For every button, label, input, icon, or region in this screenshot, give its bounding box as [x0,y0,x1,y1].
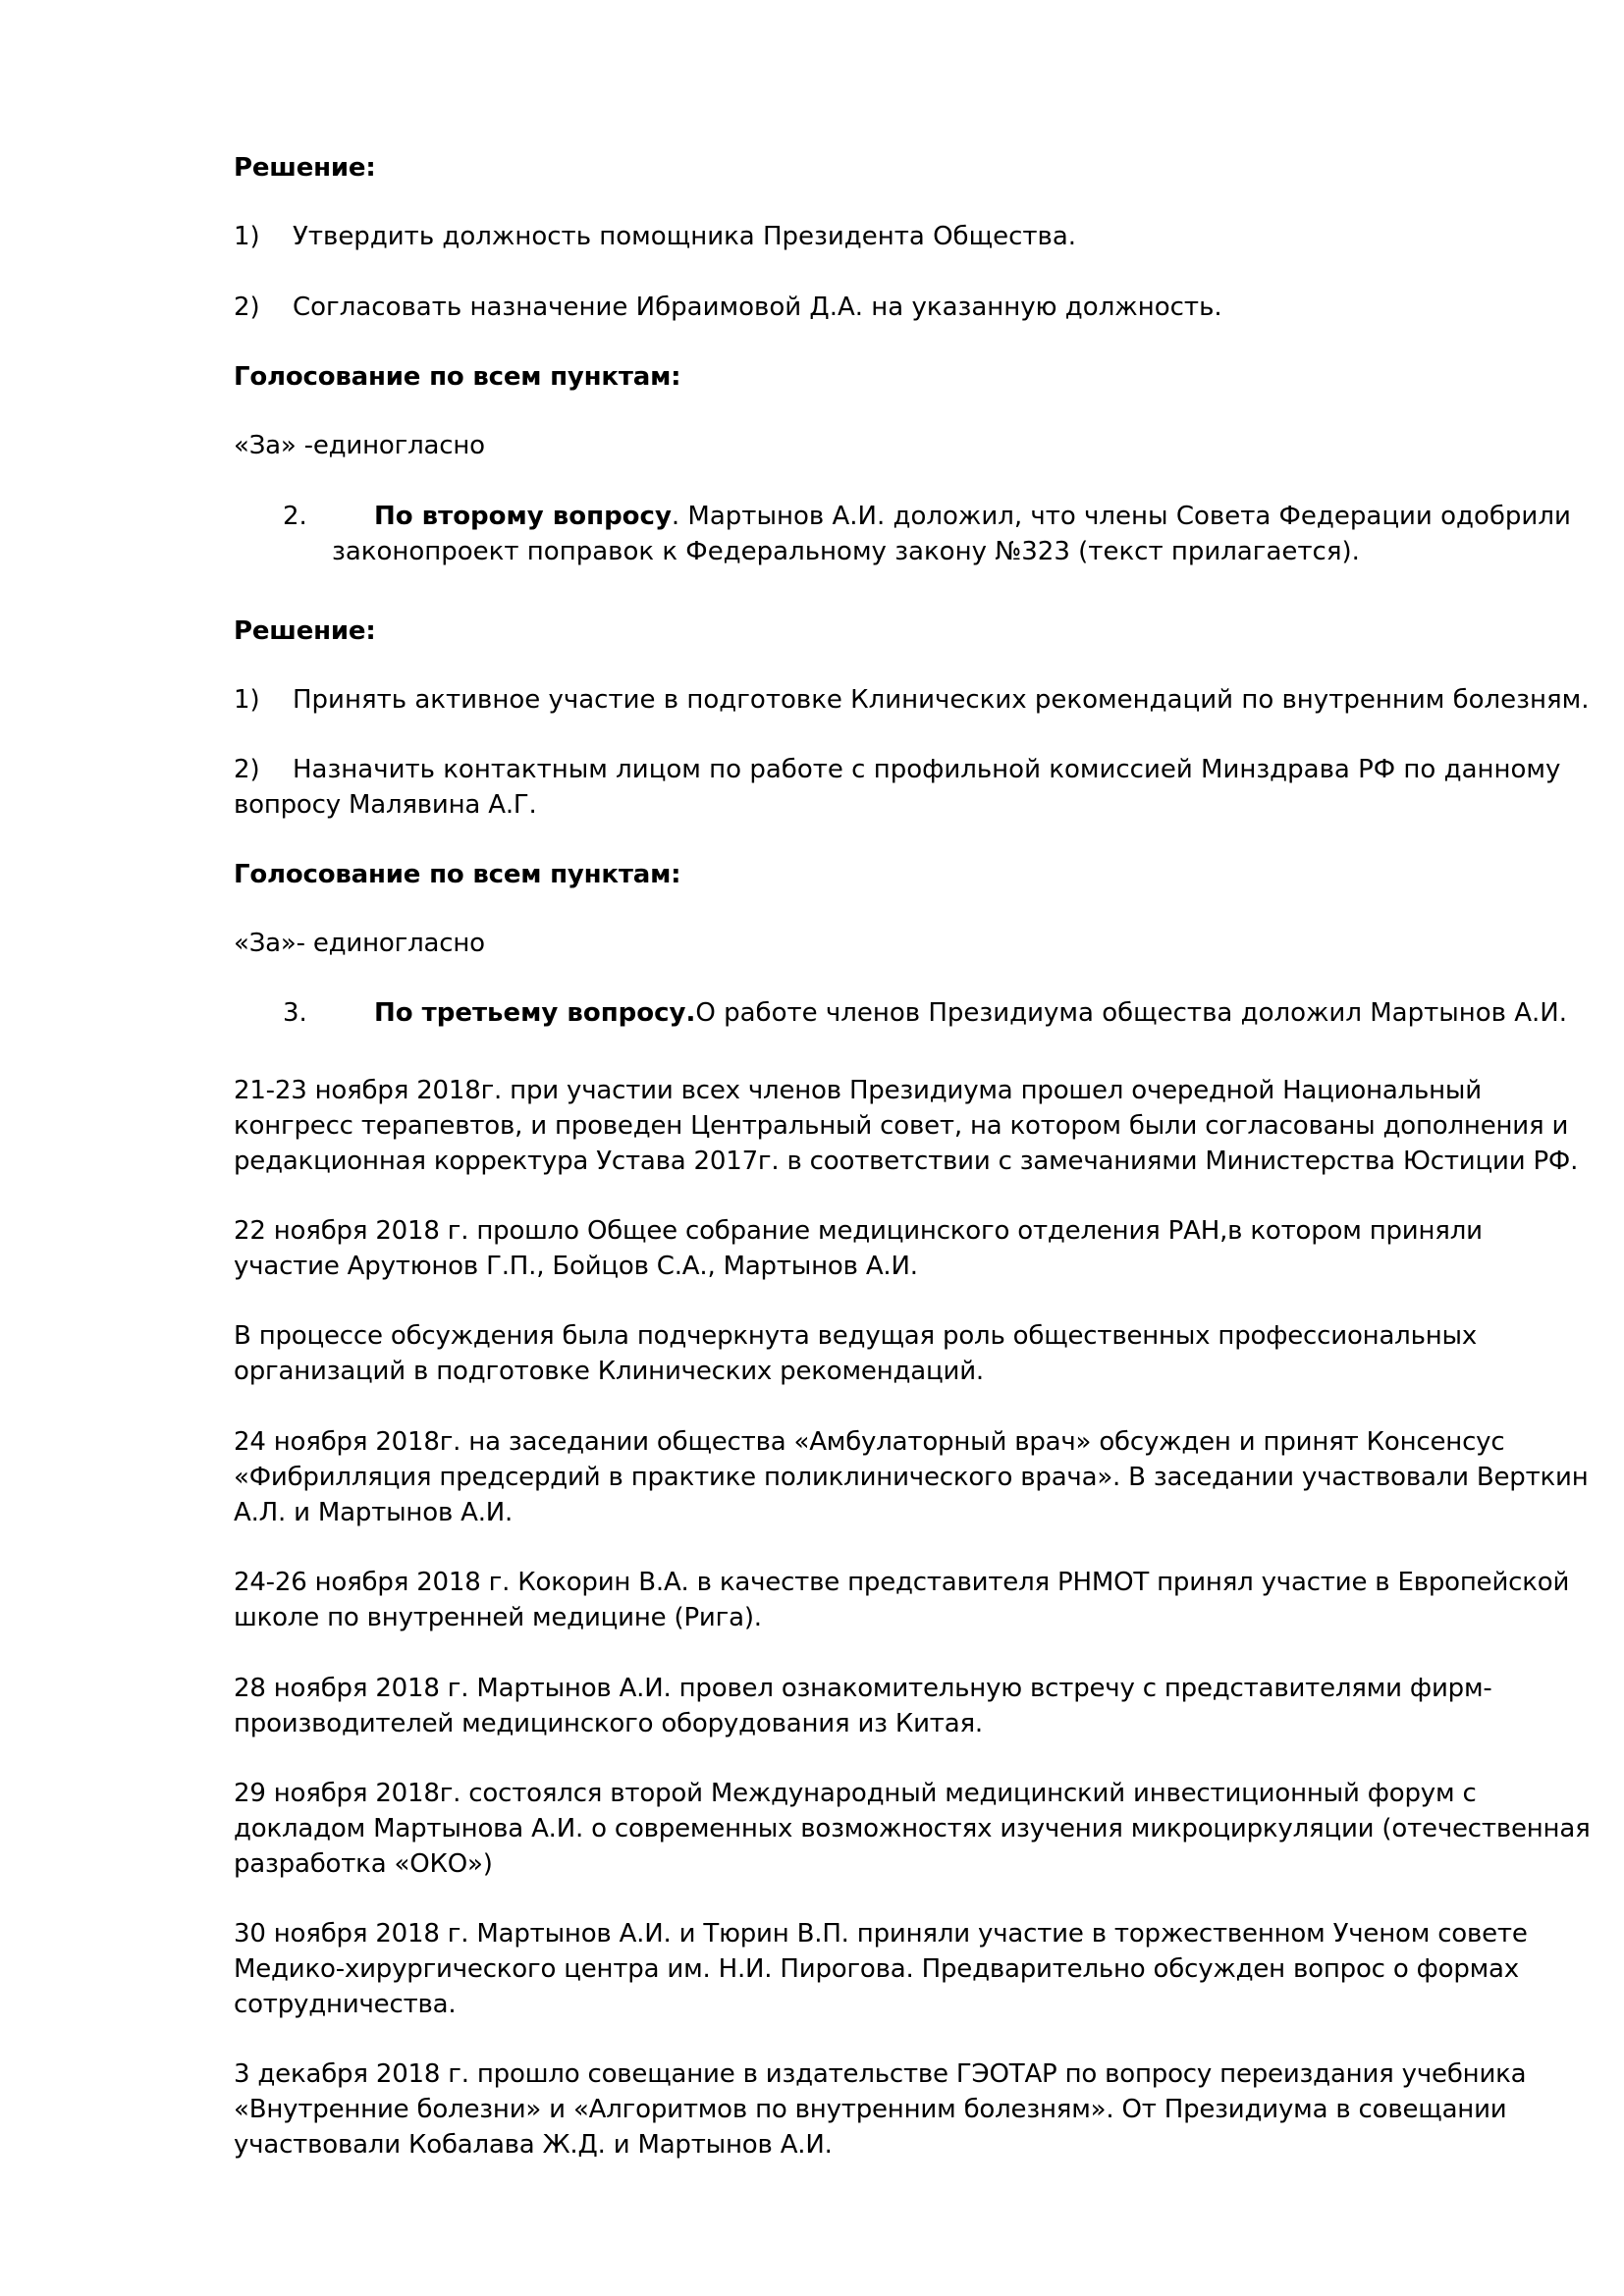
question-text: . Мартынов А.И. доложил, что члены Совета Федерации одобрили [671,502,1571,531]
paragraph-line: школе по внутренней медицине (Рига). [234,1603,762,1632]
paragraph-line: 3 декабря 2018 г. прошло совещание в издательстве ГЭОТАР по вопросу переиздания учебника [234,2059,1527,2089]
paragraph-line: 30 ноября 2018 г. Мартынов А.И. и Тюрин В.П. приняли участие в торжественном Ученом совете [234,1919,1528,1949]
decision-heading-text: Решение: [234,153,376,183]
question-number: 2. [283,502,307,531]
paragraph-line: «Фибрилляция предсердий в практике поликлинического врача». В заседании участвовали Верткин [234,1463,1589,1492]
report-paragraph [234,1565,1570,1635]
item-text: Принять активное участие в подготовке Клинических рекомендаций по внутренним болезням. [293,685,1590,715]
paragraph-line: 24-26 ноября 2018 г. Кокорин В.А. в качестве представителя РНМОТ принял участие в Европейской [234,1568,1570,1597]
vote-result [234,926,1549,961]
decision-heading [234,614,1549,649]
paragraph-line: разработка «ОКО») [234,1849,493,1879]
vote-heading-text: Голосование по всем пунктам: [234,860,681,889]
decision-heading [234,150,1549,186]
question-body [374,995,1567,1031]
question-continuation: законопроект поправок к Федеральному закону №323 (текст прилагается). [332,537,1360,566]
paragraph-line: 29 ноября 2018г. состоялся второй Международный медицинский инвестиционный форум с [234,1779,1477,1808]
paragraph-line: 21-23 ноября 2018г. при участии всех членов Президиума прошел очередной Национальный [234,1076,1482,1105]
question-title: По второму вопросу [374,502,672,531]
vote-result-text: «За»- единогласно [234,929,485,958]
question-number: 3. [283,998,307,1028]
report-paragraph [234,2056,1549,2163]
item-text: Утвердить должность помощника Президента Общества. [293,222,1077,251]
question-title: По третьему вопросу. [374,998,696,1028]
report-paragraph [234,1776,1591,1882]
item-text: Назначить контактным лицом по работе с профильной комиссией Минздрава РФ по данному [293,755,1561,784]
paragraph-line: редакционная корректура Устава 2017г. в соответствии с замечаниями Министерства Юстиции РФ. [234,1147,1579,1176]
vote-heading [234,857,1549,892]
item-number: 2) [234,755,260,784]
item-text: Согласовать назначение Ибраимовой Д.А. на указанную должность. [293,293,1222,322]
paragraph-line: участие Арутюнов Г.П., Бойцов С.А., Мартынов А.И. [234,1252,918,1281]
decision-item [234,752,1560,787]
item-number: 1) [234,222,260,251]
paragraph-line: сотрудничества. [234,1990,457,2019]
paragraph-line: докладом Мартынова А.И. о современных возможностях изучения микроциркуляции (отечественная [234,1814,1591,1843]
decision-item [234,682,1590,718]
report-paragraph [234,1916,1549,2022]
paragraph-line: организаций в подготовке Клинических рекомендаций. [234,1357,984,1386]
decision-item-continuation [234,787,1549,823]
paragraph-line: В процессе обсуждения была подчеркнута ведущая роль общественных профессиональных [234,1321,1478,1351]
vote-result-text: «За» -единогласно [234,431,485,460]
report-paragraph [234,1424,1589,1530]
paragraph-line: 22 ноября 2018 г. прошло Общее собрание медицинского отделения РАН,в котором приняли [234,1216,1483,1246]
paragraph-line: производителей медицинского оборудования из Китая. [234,1709,983,1738]
report-paragraph [234,1073,1579,1179]
item-number: 1) [234,685,260,715]
paragraph-line: 24 ноября 2018г. на заседании общества «Амбулаторный врач» обсужден и принят Консенсус [234,1427,1505,1457]
report-paragraph [234,1213,1549,1284]
report-paragraph [234,1318,1549,1389]
vote-result [234,428,1549,463]
paragraph-line: А.Л. и Мартынов А.И. [234,1498,514,1527]
paragraph-line: конгресс терапевтов, и проведен Центральный совет, на котором были согласованы дополнения и [234,1111,1569,1141]
vote-heading [234,359,1549,395]
decision-item [234,290,1222,325]
paragraph-line: 28 ноября 2018 г. Мартынов А.И. провел ознакомительную встречу с представителями фирм- [234,1674,1492,1703]
vote-heading-text: Голосование по всем пунктам: [234,362,681,392]
item-number: 2) [234,293,260,322]
decision-heading-text: Решение: [234,616,376,646]
question-text: О работе членов Президиума общества доложил Мартынов А.И. [695,998,1568,1028]
item-continuation-text: вопросу Малявина А.Г. [234,790,537,820]
paragraph-line: Медико-хирургического центра им. Н.И. Пирогова. Предварительно обсужден вопрос о формах [234,1954,1519,1984]
decision-item [234,219,1076,254]
paragraph-line: участвовали Кобалава Ж.Д. и Мартынов А.И. [234,2130,833,2160]
paragraph-line: «Внутренние болезни» и «Алгоритмов по внутренним болезням». От Президиума в совещании [234,2095,1507,2124]
report-paragraph [234,1671,1549,1741]
question-body [374,499,1571,534]
